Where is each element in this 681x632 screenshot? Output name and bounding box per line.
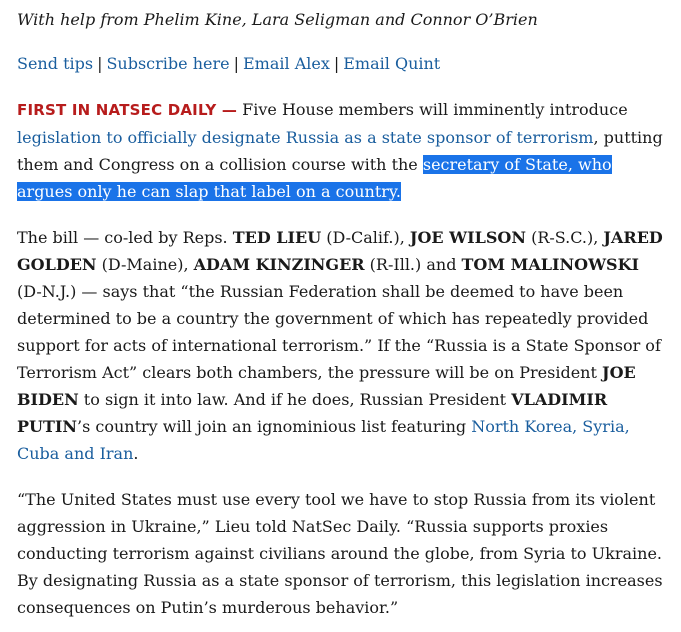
name-joe-biden: JOE BIDEN [17,363,636,409]
contact-links [17,52,667,76]
email-alex-link[interactable]: Email Alex [242,54,330,73]
body-text: (D-Maine), [96,255,194,274]
link-separator: | [233,54,239,73]
lede-text: , putting them and Congress on a collision course with the [17,128,663,174]
link-separator: | [333,54,340,73]
body-text: The bill — co-led by Reps. [17,228,233,247]
name-jared-golden: JARED GOLDEN [17,228,663,274]
section-kicker: FIRST IN NATSEC DAILY — [17,101,238,119]
name-vladimir-putin: VLADIMIR PUTIN [17,390,608,436]
body-text: to sign it into law. And if he does, Russian President [78,390,512,409]
paragraph-quote: “The United States must use every tool we have to stop Russia from its violent aggression in Ukraine,” Lieu told NatSec Daily. “Russia supports proxies conducting terrorism against civilians around the globe, from Syria to Ukraine. By designating Russia as a state sponsor of terrorism, this legislation increases consequences on Putin’s murderous behavior.” [17,490,663,617]
body-text: (R-Ill.) and [364,255,462,274]
body-text: ’s country will join an ignominious list featuring [77,417,472,436]
name-joe-wilson: JOE WILSON [409,228,526,247]
email-quint-link[interactable]: Email Quint [343,54,441,73]
body-text: (D-N.J.) — says that “the Russian Federation shall be deemed to have been determined to be a country the government of which has repeatedly provided support for acts of international terrorism.” If the “Russia is a State Sponsor of Terrorism Act” clears both chambers, the pressure will be on President [17,282,661,382]
send-tips-link[interactable]: Send tips [17,54,94,73]
byline: With help from Phelim Kine, Lara Seligman and Connor O’Brien [17,10,538,29]
lede-text: Five House members will imminently introduce [237,100,628,119]
name-tom-malinowski: TOM MALINOWSKI [461,255,639,274]
state-sponsors-link[interactable]: North Korea, Syria, Cuba and Iran [17,417,630,463]
body-text: (D-Calif.), [321,228,410,247]
subscribe-link[interactable]: Subscribe here [106,54,230,73]
selected-text: secretary of State, who argues only he can slap that label on a country. [17,155,612,201]
link-separator: | [97,54,103,73]
paragraph-lede [17,96,667,205]
body-text: . [133,444,139,463]
name-adam-kinzinger: ADAM KINZINGER [193,255,365,274]
legislation-link[interactable]: legislation to officially designate Russia as a state sponsor of terrorism [17,128,594,147]
body-text: (R-S.C.), [525,228,604,247]
name-ted-lieu: TED LIEU [232,228,322,247]
paragraph-bill [17,224,667,467]
